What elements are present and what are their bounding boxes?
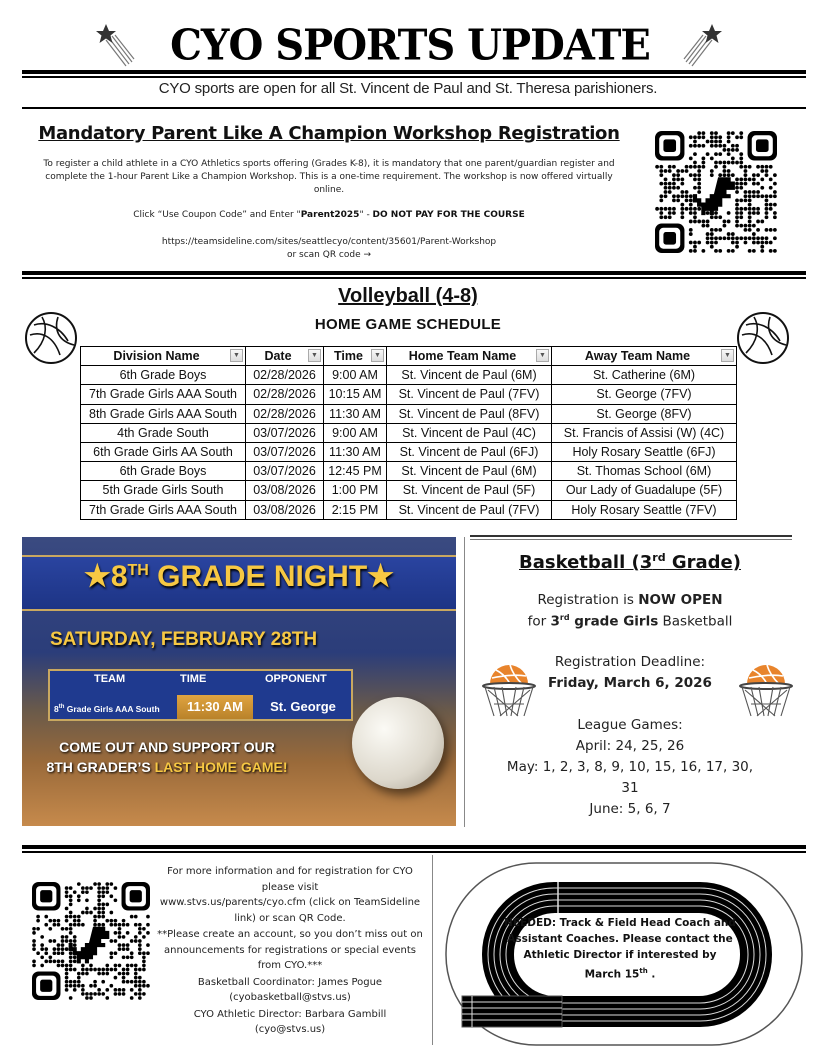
- workshop-title: Mandatory Parent Like A Champion Workshop Registration: [38, 123, 620, 144]
- footer-bb-coordinator: Basketball Coordinator: James Pogue: [197, 976, 383, 988]
- column-header-home-team: [387, 347, 552, 366]
- bb-title-prefix: Basketball (3: [519, 552, 653, 573]
- cell-home-team: St. Vincent de Paul (6FJ): [387, 442, 552, 461]
- vertical-divider: [464, 537, 465, 827]
- workshop-url[interactable]: https://teamsideline.com/sites/seattlecyo/content/35601/Parent-Workshop: [161, 237, 497, 247]
- home-game-schedule-table: [80, 346, 737, 520]
- track-date-suffix: .: [647, 968, 656, 981]
- track-deadline: [500, 963, 740, 983]
- for-prefix: for: [527, 613, 551, 630]
- shooting-star-icon: [680, 22, 722, 68]
- poster-call-to-action: [22, 737, 312, 777]
- cell-home-team: St. Vincent de Paul (7FV): [387, 385, 552, 404]
- cell-away-team: St. George (7FV): [552, 385, 737, 404]
- eighth-grade-night-poster: [22, 537, 456, 826]
- cell-division: 6th Grade Girls AA South: [81, 442, 246, 461]
- filter-dropdown-icon[interactable]: ▼: [536, 349, 549, 362]
- column-header-division: [81, 347, 246, 366]
- column-header-label: Away Team Name: [584, 349, 691, 364]
- poster-team-sup: th: [58, 704, 65, 710]
- cell-home-team: St. Vincent de Paul (7FV): [387, 500, 552, 519]
- poster-date: SATURDAY, FEBRUARY 28TH: [50, 629, 318, 650]
- divider: [22, 107, 806, 109]
- coupon-prefix: Click “Use Coupon Code” and Enter ": [133, 210, 301, 220]
- column-header-label: Date: [264, 349, 292, 364]
- cell-away-team: Holy Rosary Seattle (7FV): [552, 500, 737, 519]
- poster-title: ★8TH GRADE NIGHT★: [83, 560, 395, 593]
- coupon-warning: DO NOT PAY FOR THE COURSE: [372, 210, 525, 220]
- cell-time: 9:00 AM: [324, 423, 387, 442]
- column-header-label: Division Name: [113, 349, 200, 364]
- league-april: April: 24, 25, 26: [575, 738, 685, 754]
- column-header-label: Time: [334, 349, 363, 364]
- filter-dropdown-icon[interactable]: ▼: [308, 349, 321, 362]
- track-date-prefix: March 15: [584, 968, 640, 981]
- footer-ad-email[interactable]: (cyo@stvs.us): [254, 1024, 326, 1035]
- volleyball-title: Volleyball (4-8): [338, 285, 478, 307]
- volleyball-icon: [736, 311, 790, 365]
- volleyball-photo: [352, 697, 444, 789]
- cell-time: 12:45 PM: [324, 462, 387, 481]
- basketball-title: [470, 551, 790, 573]
- poster-header-time: TIME: [180, 673, 207, 685]
- table-row: [81, 442, 737, 461]
- cell-away-team: St. George (8FV): [552, 404, 737, 423]
- league-june: June: 5, 6, 7: [589, 801, 671, 817]
- divider: [22, 70, 806, 74]
- poster-game-box: [48, 669, 353, 721]
- cell-time: 2:15 PM: [324, 500, 387, 519]
- cell-date: 02/28/2026: [246, 404, 324, 423]
- table-row: [81, 462, 737, 481]
- poster-cta-line1: COME OUT AND SUPPORT OUR: [59, 739, 275, 755]
- registration-for: [470, 613, 790, 630]
- coupon-mid: " -: [359, 210, 373, 220]
- footer-info-1: For more information and for registration for CYO please visit: [167, 866, 413, 893]
- footer-bb-email[interactable]: (cyobasketball@stvs.us): [229, 992, 351, 1003]
- registration-status: [470, 592, 790, 608]
- poster-team-rest: Grade Girls AAA South: [64, 703, 160, 714]
- cell-date: 03/07/2026: [246, 423, 324, 442]
- volleyball-icon: [24, 311, 78, 365]
- cell-time: 9:00 AM: [324, 366, 387, 385]
- registration-qr-code[interactable]: [32, 882, 150, 1000]
- league-may-cont: 31: [621, 780, 639, 796]
- league-games-label: League Games:: [577, 717, 683, 733]
- column-header-label: Home Team Name: [408, 349, 517, 364]
- table-row: [81, 404, 737, 423]
- poster-team-num: 8: [54, 703, 59, 714]
- cell-date: 03/07/2026: [246, 462, 324, 481]
- basketball-hoop-icon: [480, 656, 538, 720]
- column-header-away-team: [552, 347, 737, 366]
- filter-dropdown-icon[interactable]: ▼: [371, 349, 384, 362]
- cell-home-team: St. Vincent de Paul (5F): [387, 481, 552, 500]
- table-row: [81, 423, 737, 442]
- cell-division: 7th Grade Girls AAA South: [81, 385, 246, 404]
- for-bold: grade Girls: [569, 613, 659, 630]
- masthead-subtitle: CYO sports are open for all St. Vincent de Paul and St. Theresa parishioners.: [158, 80, 658, 97]
- cell-home-team: St. Vincent de Paul (6M): [387, 366, 552, 385]
- cell-division: 6th Grade Boys: [81, 366, 246, 385]
- track-coach-notice: [500, 915, 740, 983]
- cell-away-team: St. Catherine (6M): [552, 366, 737, 385]
- cell-date: 02/28/2026: [246, 385, 324, 404]
- workshop-coupon-line: [34, 210, 624, 220]
- table-row: [81, 385, 737, 404]
- shooting-star-icon: [96, 22, 138, 68]
- filter-dropdown-icon[interactable]: ▼: [230, 349, 243, 362]
- cell-away-team: St. Francis of Assisi (W) (4C): [552, 423, 737, 442]
- footer-account-note: **Please create an account, so you don’t miss out on announcements for registrations or special events from CYO.***: [157, 929, 423, 971]
- bb-title-sup: rd: [652, 551, 666, 564]
- poster-header-opponent: OPPONENT: [265, 673, 327, 685]
- workshop-scan-text: or scan QR code →: [286, 250, 372, 260]
- cell-home-team: St. Vincent de Paul (4C): [387, 423, 552, 442]
- deadline-date: Friday, March 6, 2026: [548, 675, 712, 691]
- divider: [22, 277, 806, 279]
- volleyball-subtitle: HOME GAME SCHEDULE: [314, 316, 502, 333]
- divider: [22, 851, 806, 853]
- cell-home-team: St. Vincent de Paul (8FV): [387, 404, 552, 423]
- cell-date: 03/08/2026: [246, 500, 324, 519]
- divider: [470, 535, 792, 537]
- cell-date: 03/08/2026: [246, 481, 324, 500]
- poster-header-team: TEAM: [94, 673, 126, 685]
- divider: [22, 271, 806, 275]
- workshop-description: To register a child athlete in a CYO Athletics sports offering (Grades K-8), it is mandatory that one parent/guardian register and complete the 1-hour Parent Like a Champion Workshop. This is a one-time requirement. The workshop is now offered virtually online.: [43, 159, 615, 195]
- poster-opponent: St. George: [270, 699, 336, 714]
- deadline-label: Registration Deadline:: [554, 654, 706, 670]
- poster-title-sup: TH: [127, 562, 149, 579]
- divider: [22, 76, 806, 78]
- reg-bold: NOW OPEN: [638, 592, 723, 608]
- basketball-hoop-icon: [737, 656, 795, 720]
- table-header-row: [81, 347, 737, 366]
- for-sup: rd: [559, 613, 570, 622]
- table-row: [81, 481, 737, 500]
- footer-info-2[interactable]: www.stvs.us/parents/cyo.cfm (click on TeamSideline link) or scan QR Code.: [159, 897, 421, 924]
- column-header-date: [246, 347, 324, 366]
- table-row: [81, 366, 737, 385]
- poster-team: [54, 695, 176, 719]
- column-header-time: [324, 347, 387, 366]
- poster-title-rest: GRADE NIGHT: [148, 560, 368, 593]
- cell-date: 03/07/2026: [246, 442, 324, 461]
- cell-division: 7th Grade Girls AAA South: [81, 500, 246, 519]
- coupon-code: Parent2025: [300, 210, 360, 220]
- for-num: 3: [550, 613, 560, 630]
- cell-time: 10:15 AM: [324, 385, 387, 404]
- cell-division: 8th Grade Girls AAA South: [81, 404, 246, 423]
- cell-away-team: Our Lady of Guadalupe (5F): [552, 481, 737, 500]
- footer-info: [155, 864, 425, 1038]
- poster-cta-line2: 8TH GRADER’S: [46, 759, 155, 775]
- masthead-title: CYO SPORTS UPDATE: [170, 20, 650, 71]
- for-suffix: Basketball: [658, 613, 733, 630]
- cell-date: 02/28/2026: [246, 366, 324, 385]
- cell-away-team: Holy Rosary Seattle (6FJ): [552, 442, 737, 461]
- league-may: May: 1, 2, 3, 8, 9, 10, 15, 16, 17, 30,: [506, 759, 754, 775]
- track-notice-text: NEEDED: Track & Field Head Coach and Assistant Coaches. Please contact the Athletic Director if interested by: [504, 917, 736, 961]
- cell-away-team: St. Thomas School (6M): [552, 462, 737, 481]
- cell-time: 11:30 AM: [324, 442, 387, 461]
- divider: [470, 539, 792, 540]
- filter-dropdown-icon[interactable]: ▼: [721, 349, 734, 362]
- bb-title-suffix: Grade): [665, 552, 741, 573]
- vertical-divider: [432, 855, 433, 1045]
- cell-division: 6th Grade Boys: [81, 462, 246, 481]
- reg-prefix: Registration is: [537, 592, 639, 608]
- cell-division: 4th Grade South: [81, 423, 246, 442]
- workshop-qr-code[interactable]: [655, 131, 777, 253]
- table-row: [81, 500, 737, 519]
- poster-cta-gold: LAST HOME GAME!: [154, 759, 288, 775]
- track-date-sup: th: [639, 967, 648, 975]
- cell-division: 5th Grade Girls South: [81, 481, 246, 500]
- cell-time: 11:30 AM: [324, 404, 387, 423]
- poster-time: 11:30 AM: [177, 695, 253, 719]
- footer-athletic-director: CYO Athletic Director: Barbara Gambill: [193, 1008, 387, 1020]
- cell-home-team: St. Vincent de Paul (6M): [387, 462, 552, 481]
- poster-title-num: 8: [110, 560, 128, 593]
- divider: [22, 845, 806, 849]
- cell-time: 1:00 PM: [324, 481, 387, 500]
